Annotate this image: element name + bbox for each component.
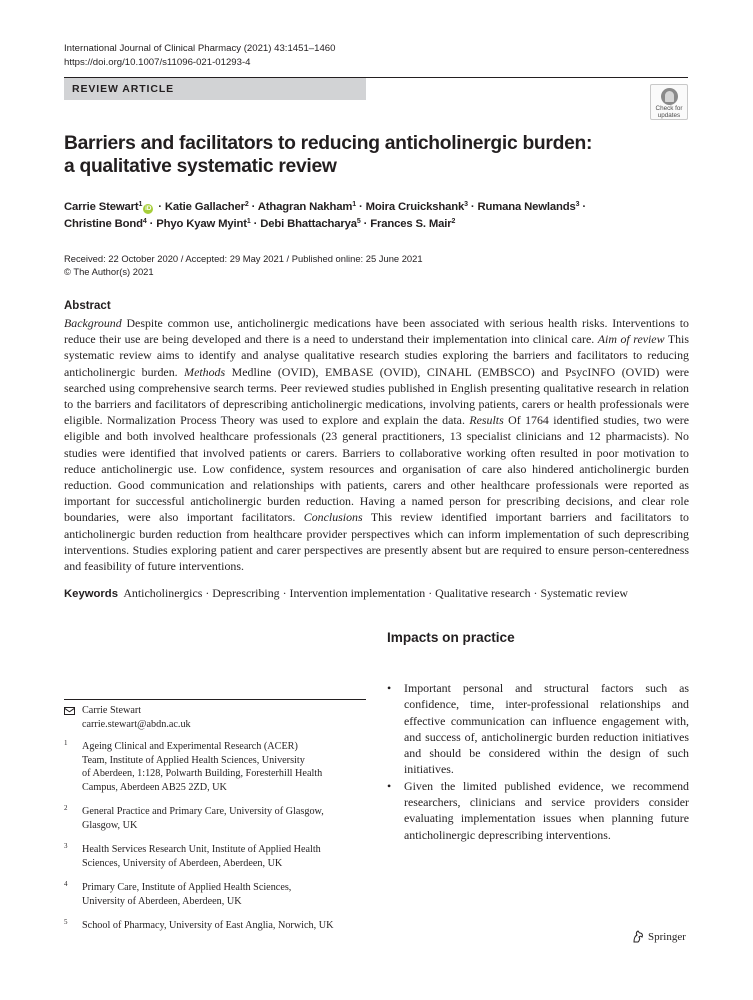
- author-affiliation-ref: 2: [244, 201, 249, 208]
- article-type-label: REVIEW ARTICLE: [72, 83, 175, 95]
- author-name[interactable]: Debi Bhattacharya: [260, 217, 357, 230]
- crossmark-label: Check for updates: [655, 105, 683, 119]
- author-name[interactable]: Moira Cruickshank: [365, 201, 465, 213]
- impact-item-text: Important personal and structural factors such as confidence, time, inter-professional relationships and effective communication can influence engagement with, and success of, anticholinergic burden reduction initiatives and should be considered within the design of such initiatives.: [404, 681, 689, 777]
- abstract-conclusions-label: Conclusions: [303, 510, 363, 525]
- affiliation-item: 5 School of Pharmacy, University of East Anglia, Norwich, UK: [64, 918, 334, 931]
- author-affiliation-ref: 5: [356, 217, 361, 225]
- impact-item: [387, 680, 689, 778]
- author-name[interactable]: Phyo Kyaw Myint: [156, 217, 247, 230]
- author-affiliation-ref: 1: [352, 201, 356, 208]
- author-affiliation-ref: 1: [138, 201, 143, 208]
- author-name[interactable]: Rumana Newlands: [477, 201, 576, 213]
- correspondence-name: Carrie Stewart: [82, 705, 142, 716]
- orcid-icon[interactable]: iD: [145, 205, 152, 212]
- abstract-methods-label: Methods: [184, 364, 226, 379]
- author-name[interactable]: Frances S. Mair: [370, 217, 452, 230]
- publisher-logo: [632, 930, 686, 943]
- abstract-heading: Abstract: [64, 300, 111, 312]
- crossmark-icon: [661, 88, 678, 105]
- check-for-updates-badge[interactable]: [650, 84, 688, 120]
- abstract-background: Despite common use, anticholinergic medications have been associated with serious health risks. Interventions to reduce their use are being developed and there is a need to understand their implementation into clinical care.: [64, 316, 689, 347]
- footnote-rule: [64, 699, 366, 700]
- affiliation-item: 1 Ageing Clinical and Experimental Research (ACER) Team, Institute of Applied Health Sciences, University of Aberdeen, 1:128, Polwarth Building, Foresterhill Health Campus, Aberdeen AB25 2ZD, UK: [64, 739, 323, 793]
- affiliation-number: 2: [64, 804, 68, 812]
- affiliation-item: 3 Health Services Research Unit, Institute of Applied Health Sciences, University of Aberdeen, Aberdeen, UK: [64, 842, 321, 869]
- author-affiliation-ref: 4: [142, 217, 147, 225]
- affiliation-number: 1: [64, 739, 68, 747]
- author-name[interactable]: Christine Bond: [64, 217, 143, 230]
- affiliation-item: 4 Primary Care, Institute of Applied Health Sciences, University of Aberdeen, Aberdeen, UK: [64, 880, 292, 907]
- springer-horse-icon: [632, 930, 644, 943]
- abstract-methods: Medline (OVID), EMBASE (OVID), CINAHL (EMBSCO) and PsycINFO (OVID) were searched using comprehensive search terms. Peer reviewed studies published in English presenting qualitative research in relation to the barriers and facilitators of deprescribing anticholinergic medications, involving patients, carers or health professionals were eligible. Normalization Process Theory was used to explore and explain the data.: [64, 364, 689, 428]
- correspondence-email[interactable]: carrie.stewart@abdn.ac.uk: [82, 718, 191, 730]
- article-title: [64, 132, 664, 178]
- envelope-icon: [64, 707, 75, 715]
- abstract-aim: This systematic review aims to identify and analyse qualitative research studies exploring the barriers and facilitators to reducing anticholinergic burden.: [64, 332, 689, 379]
- doi-link[interactable]: https://doi.org/10.1007/s11096-021-01293-4: [64, 57, 251, 68]
- affiliations: [64, 740, 364, 944]
- author-list: Carrie Stewart$^1$iD · Katie Gallacher$^2$ · Athagran Nakham$^1$ · Moira Cruickshank$^3$ · Rumana Newlands$^3$ · Christine Bond$^4$ · Phyo Kyaw Myint$^1$ · Debi Bhattacharya$^5$ · Frances S. Mair$^2$: [64, 201, 587, 230]
- impacts-list: [387, 680, 689, 843]
- journal-info: [64, 42, 335, 70]
- affiliation-number: 5: [64, 918, 68, 926]
- keywords-label: Keywords: [64, 588, 118, 600]
- title-line-1: Barriers and facilitators to reducing anticholinergic burden:: [64, 133, 593, 154]
- abstract-background-label: Background: [64, 316, 122, 330]
- abstract-results: Of 1764 identified studies, two were eligible and both involved healthcare professionals (23 general practitioners, 13 specialist clinicians and 12 pharmacists). No studies were identified that involved patients or carers. Barriers to collaborative working often resulted in poor motivation to reduce anticholinergic use. Low confidence, system resources and organisation of care also hindered anticholinergic burden reduction. Good communication and relationships with patients, carers and other healthcare professionals were reported as important for successful anticholinergic burden reduction. Having a named person for prescribing decisions, and clear role boundaries, were also important facilitators.: [64, 413, 689, 525]
- impact-item: [387, 778, 689, 843]
- author-name[interactable]: Carrie Stewart: [64, 201, 139, 213]
- keywords: [64, 585, 694, 602]
- dates-line: Received: 22 October 2020 / Accepted: 29 May 2021 / Published online: 25 June 2021: [64, 253, 423, 264]
- impact-item-text: Given the limited published evidence, we recommend researchers, clinicians and service providers consider evaluating implementation issues when planning future anticholinergic deprescribing interventions.: [404, 778, 689, 842]
- bullet-icon: •: [387, 681, 392, 695]
- bullet-icon: •: [387, 778, 392, 793]
- impacts-heading: Impacts on practice: [387, 630, 515, 645]
- title-line-2: a qualitative systematic review: [64, 156, 337, 177]
- abstract-body: [64, 315, 689, 574]
- author-affiliation-ref: 3: [464, 201, 468, 208]
- journal-citation: International Journal of Clinical Pharmacy (2021) 43:1451–1460: [64, 43, 336, 54]
- author-name[interactable]: Athagran Nakham: [257, 201, 353, 213]
- author-affiliation-ref: 3: [575, 201, 580, 208]
- keywords-text: Anticholinergics · Deprescribing · Intervention implementation · Qualitative research · Systematic review: [123, 586, 628, 600]
- abstract-results-label: Results: [469, 413, 504, 428]
- author-affiliation-ref: 1: [246, 217, 251, 225]
- affiliation-number: 4: [64, 880, 68, 888]
- copyright-line: © The Author(s) 2021: [64, 266, 154, 277]
- author-name[interactable]: Katie Gallacher: [164, 201, 245, 213]
- abstract-conclusions: This review identified important barriers and facilitators to anticholinergic burden reduction from healthcare provider perspectives which can inform implementation of such deprescribing interventions. Studies exploring patient and carer perspectives are presently absent but are required to ensure person-centeredness and feasibility of future interventions.: [64, 510, 689, 574]
- publisher-name: Springer: [648, 930, 686, 943]
- abstract-aim-label: Aim of review: [597, 332, 665, 347]
- affiliation-item: 2 General Practice and Primary Care, University of Glasgow, Glasgow, UK: [64, 804, 324, 831]
- affiliation-number: 3: [64, 842, 68, 850]
- author-affiliation-ref: 2: [451, 217, 456, 225]
- publication-dates: [64, 252, 423, 278]
